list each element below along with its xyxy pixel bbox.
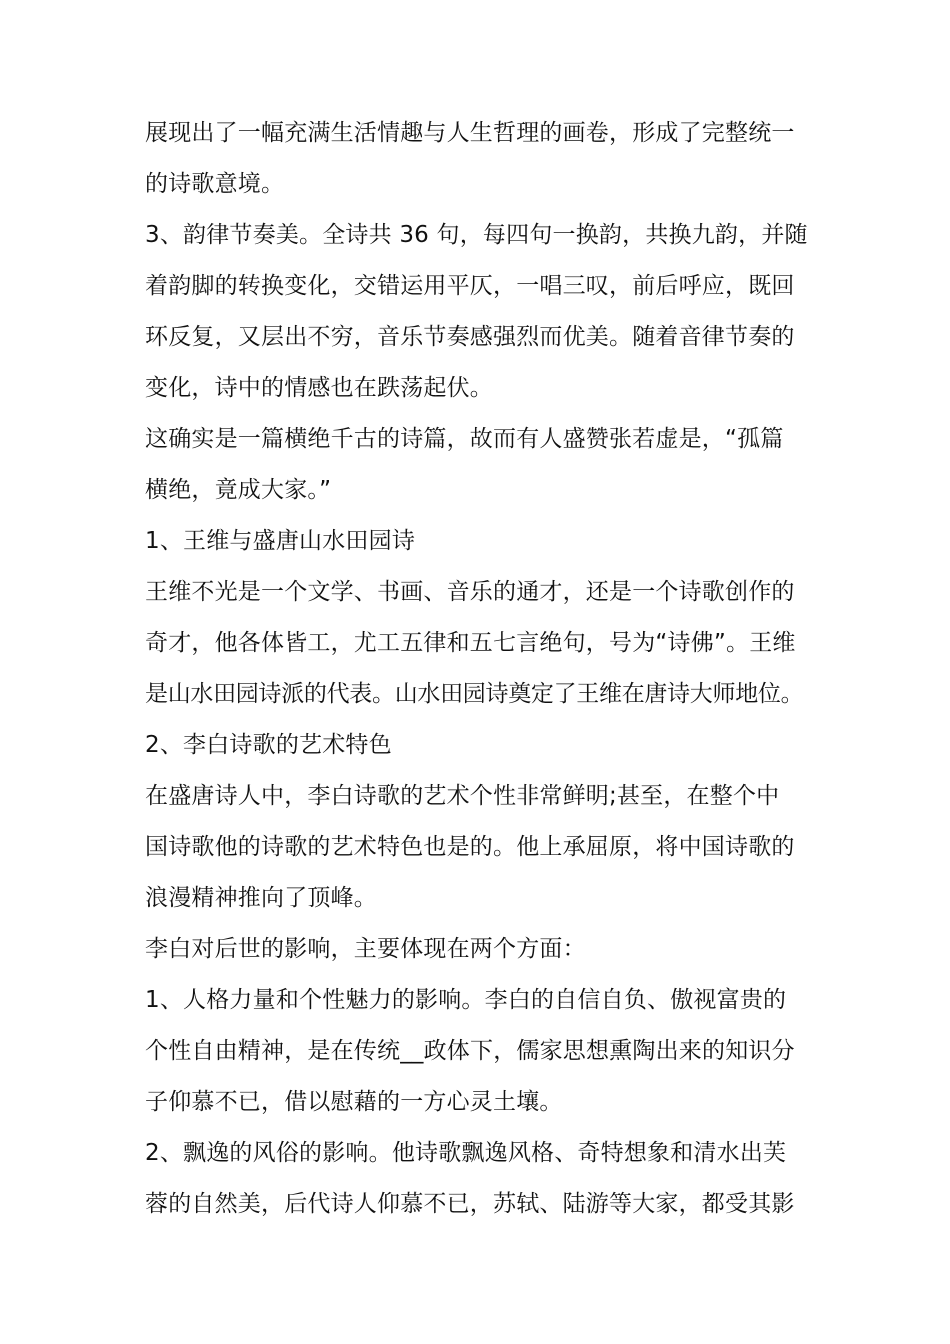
text-line: 这确实是一篇横绝千古的诗篇，故而有人盛赞张若虚是，“孤篇 [145,426,784,452]
body-text [145,108,810,1230]
text-line: 横绝，竟成大家。” [145,477,332,503]
text-line: 李白对后世的影响，主要体现在两个方面： [145,936,586,962]
text-line: 国诗歌他的诗歌的艺术特色也是的。他上承屈原，将中国诗歌的 [145,834,795,860]
text-line: 展现出了一幅充满生活情趣与人生哲理的画卷，形成了完整统一 [145,120,795,146]
text-line: 的诗歌意境。 [145,171,285,197]
text-line: 3、韵律节奏美。全诗共 36 句，每四句一换韵，共换九韵，并随 [145,222,808,248]
text-line: 王维不光是一个文学、书画、音乐的通才，还是一个诗歌创作的 [145,579,795,605]
text-line: 个性自由精神，是在传统__政体下，儒家思想熏陶出来的知识分 [145,1038,795,1064]
text-line: 1、人格力量和个性魅力的影响。李白的自信自负、傲视富贵的 [145,987,787,1013]
section-heading: 2、李白诗歌的艺术特色 [145,732,392,758]
text-line: 奇才，他各体皆工，尤工五律和五七言绝句，号为“诗佛”。王维 [145,630,796,656]
text-line: 变化，诗中的情感也在跌荡起伏。 [145,375,493,401]
section-heading: 1、王维与盛唐山水田园诗 [145,528,416,554]
text-line: 浪漫精神推向了顶峰。 [145,885,377,911]
text-line: 子仰慕不已，借以慰藉的一方心灵土壤。 [145,1089,563,1115]
text-line: 蓉的自然美，后代诗人仰慕不已，苏轼、陆游等大家，都受其影 [145,1191,795,1217]
text-line: 着韵脚的转换变化，交错运用平仄，一唱三叹，前后呼应，既回 [145,273,795,299]
text-line: 2、飘逸的风俗的影响。他诗歌飘逸风格、奇特想象和清水出芙 [145,1140,787,1166]
text-line: 是山水田园诗派的代表。山水田园诗奠定了王维在唐诗大师地位。 [145,681,804,707]
text-line: 在盛唐诗人中，李白诗歌的艺术个性非常鲜明;甚至，在整个中 [145,783,780,809]
text-line: 环反复，又层出不穷，音乐节奏感强烈而优美。随着音律节奏的 [145,324,795,350]
